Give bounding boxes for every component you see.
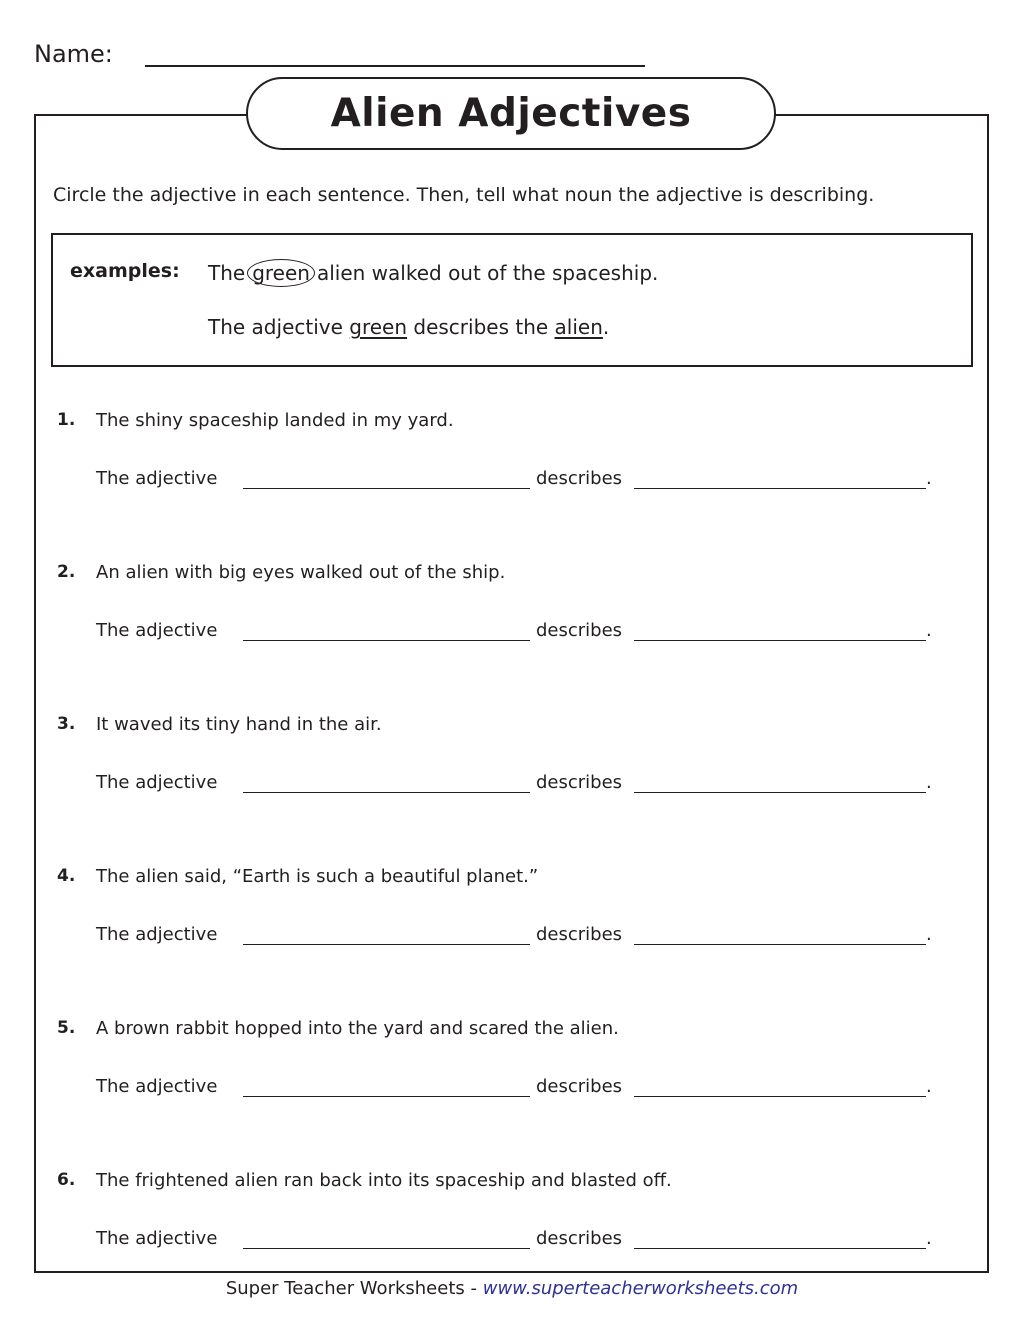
noun-answer-blank[interactable] [634,944,926,945]
answer-describes: describes [536,1076,623,1097]
answer-prefix: The adjective [96,1228,218,1249]
answer-describes: describes [536,620,623,641]
answer-period: . [926,468,932,489]
question-sentence: The frightened alien ran back into its spaceship and blasted off. [96,1170,672,1191]
question-number: 6. [57,1170,76,1190]
adjective-answer-blank[interactable] [243,792,530,793]
page-title: Alien Adjectives [330,91,692,136]
question-number: 2. [57,562,76,582]
footer-brand: Super Teacher Worksheets [225,1278,465,1299]
answer-prefix: The adjective [96,1076,218,1097]
name-label: Name: [34,40,113,68]
question-item [0,1170,1024,1280]
question-item [0,866,1024,976]
question-sentence: An alien with big eyes walked out of the ship. [96,562,506,583]
adjective-answer-blank[interactable] [243,944,530,945]
noun-answer-blank[interactable] [634,488,926,489]
example-box [51,233,973,367]
example-label: examples: [70,260,180,282]
noun-answer-blank[interactable] [634,1096,926,1097]
answer-describes: describes [536,1228,623,1249]
question-sentence: A brown rabbit hopped into the yard and scared the alien. [96,1018,619,1039]
footer-url-link[interactable]: www.superteacherworksheets.com [482,1278,799,1299]
noun-answer-blank[interactable] [634,792,926,793]
answer-period: . [926,1228,932,1249]
example-explanation [208,315,609,339]
answer-prefix: The adjective [96,924,218,945]
question-item [0,714,1024,824]
question-sentence: The alien said, “Earth is such a beautiful planet.” [96,866,539,887]
question-number: 3. [57,714,76,734]
answer-period: . [926,772,932,793]
footer-separator: - [464,1278,483,1299]
question-sentence: The shiny spaceship landed in my yard. [96,410,454,431]
example-explain-middle: describes the [413,315,549,339]
question-item [0,410,1024,520]
answer-period: . [926,924,932,945]
footer [0,1278,1024,1299]
example-sentence-start: The [208,261,246,285]
example-sentence-end: alien walked out of the spaceship. [316,261,659,285]
adjective-answer-blank[interactable] [243,1096,530,1097]
example-adjective: green [349,315,408,339]
answer-period: . [926,620,932,641]
example-sentence [208,259,658,287]
adjective-answer-blank[interactable] [243,1248,530,1249]
question-number: 4. [57,866,76,886]
name-blank-line[interactable] [145,65,645,67]
answer-describes: describes [536,468,623,489]
answer-prefix: The adjective [96,772,218,793]
question-item [0,1018,1024,1128]
answer-describes: describes [536,772,623,793]
question-sentence: It waved its tiny hand in the air. [96,714,382,735]
adjective-answer-blank[interactable] [243,488,530,489]
answer-period: . [926,1076,932,1097]
answer-prefix: The adjective [96,468,218,489]
answer-prefix: The adjective [96,620,218,641]
example-circled-word: green [247,259,315,287]
example-noun: alien [554,315,603,339]
noun-answer-blank[interactable] [634,640,926,641]
question-number: 1. [57,410,76,430]
title-banner [246,77,776,150]
answer-describes: describes [536,924,623,945]
instructions: Circle the adjective in each sentence. Then, tell what noun the adjective is describing. [53,184,875,206]
example-explain-start: The adjective [208,315,343,339]
adjective-answer-blank[interactable] [243,640,530,641]
question-number: 5. [57,1018,76,1038]
example-explain-end: . [602,315,610,339]
question-item [0,562,1024,672]
noun-answer-blank[interactable] [634,1248,926,1249]
